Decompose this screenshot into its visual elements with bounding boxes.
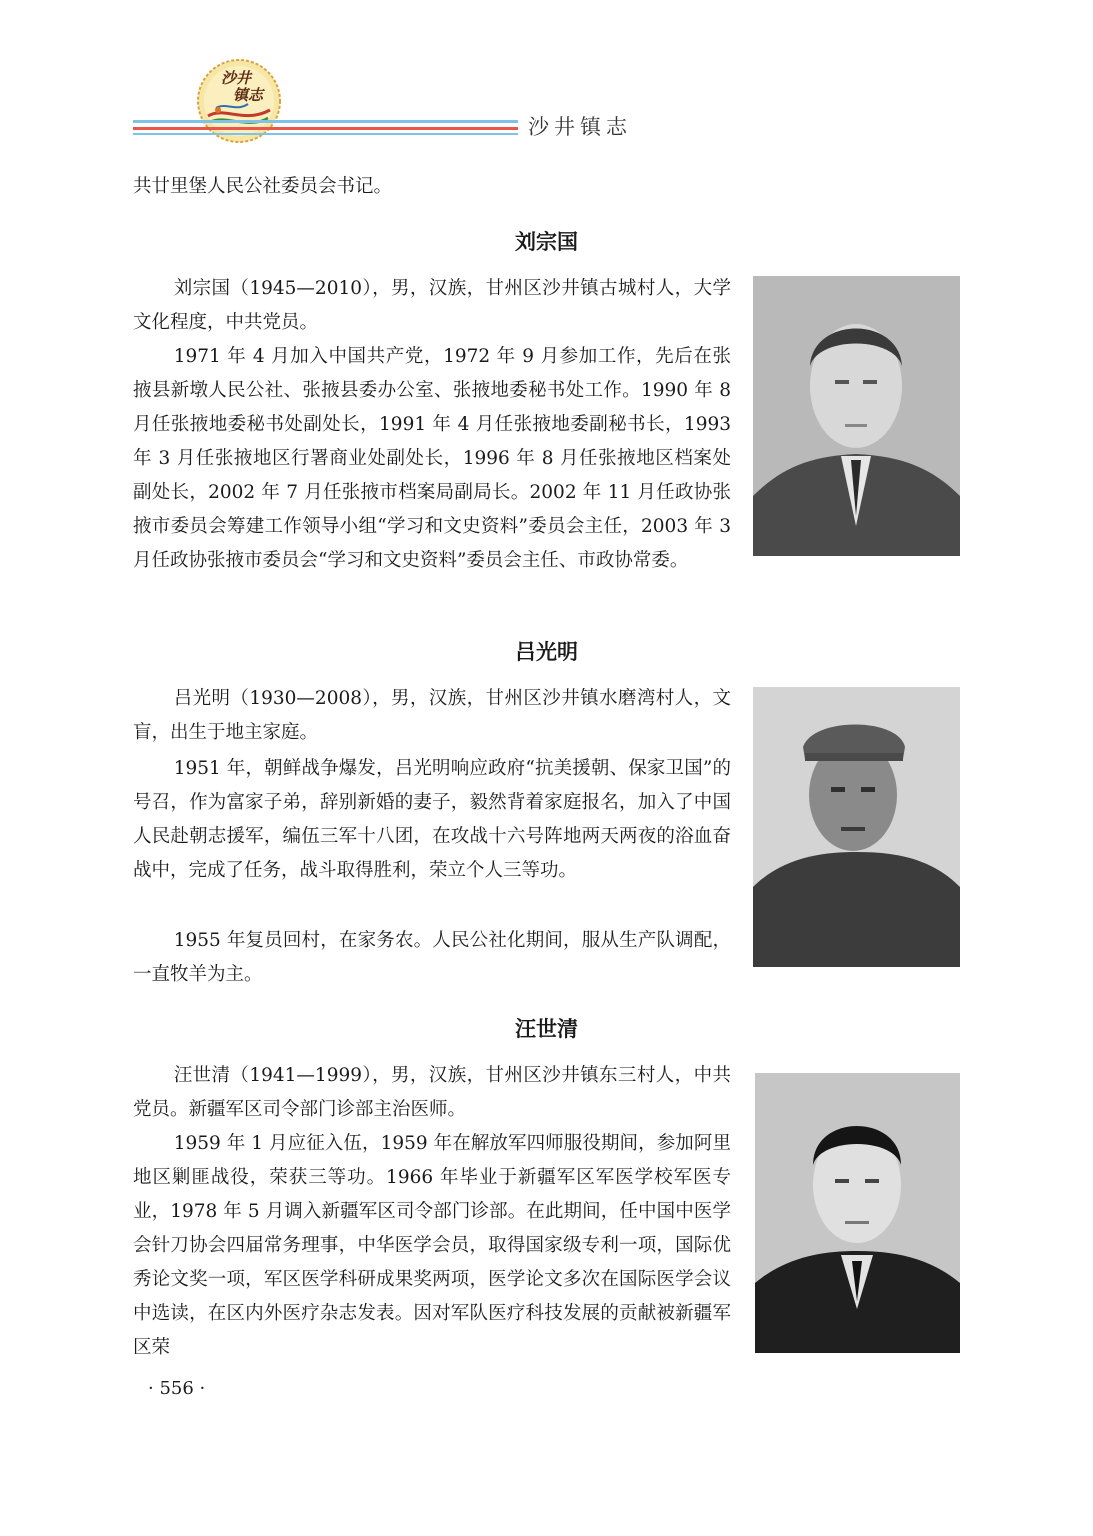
paragraph: 1951 年，朝鲜战争爆发，吕光明响应政府“抗美援朝、保家卫国”的号召，作为富家子弟，辞别新婚的妻子，毅然背着家庭报名，加入了中国人民赴朝志援军，编伍三军十八团，在攻战十六号阵地两天两夜的浴血奋战中，完成了任务，战斗取得胜利，荣立个人三等功。 bbox=[133, 758, 731, 881]
section-title-wang: 汪世清 bbox=[515, 1017, 578, 1041]
paragraph: 汪世清（1941—1999），男，汉族，甘州区沙井镇东三村人，中共党员。新疆军区司令部门诊部主治医师。 bbox=[133, 1065, 731, 1120]
page-number: · 556 · bbox=[148, 1378, 206, 1399]
portrait-icon bbox=[755, 1073, 960, 1353]
town-gazetteer-logo bbox=[196, 58, 282, 144]
paragraph: 1971 年 4 月加入中国共产党，1972 年 9 月参加工作，先后在张掖县新墩人民公社、张掖县委办公室、张掖地委秘书处工作。1990 年 8 月任张掖地委秘书处副处长，1991 年 4 月任张掖地委副秘书长，1993 年 3 月任张掖地区行署商业处副处长，1996 年 8 月任张掖地区档案处副处长，2002 年 7 月任张掖市档案局副局长。2002 年 11 月任政协张掖市委员会筹建工作领导小组“学习和文史资料”委员会主任，2003 年 3 月任政协张掖市委员会“学习和文史资料”委员会主任、市政协常委。 bbox=[133, 346, 731, 571]
section-title-lv: 吕光明 bbox=[515, 640, 578, 664]
logo-text bbox=[196, 70, 282, 104]
continued-text: 共廿里堡人民公社委员会书记。 bbox=[133, 176, 393, 197]
logo-text-line1: 沙井 bbox=[220, 69, 251, 87]
paragraph: 1955 年复员回村，在家务农。人民公社化期间，服从生产队调配，一直牧羊为主。 bbox=[133, 930, 731, 985]
section-title-liu: 刘宗国 bbox=[515, 230, 578, 254]
portrait-icon bbox=[753, 687, 960, 967]
running-header-title: 沙井镇志 bbox=[528, 115, 632, 139]
header-rule-blue bbox=[133, 120, 518, 123]
paragraph: 刘宗国（1945—2010），男，汉族，甘州区沙井镇古城村人，大学文化程度，中共党员。 bbox=[133, 278, 731, 333]
header-rule-blue-bottom bbox=[133, 133, 518, 135]
paragraph: 1959 年 1 月应征入伍，1959 年在解放军四师服役期间，参加阿里地区剿匪战役，荣获三等功。1966 年毕业于新疆军区军医学校军医专业，1978 年 5 月调入新疆军区司令部门诊部。在此期间，任中国中医学会针刀协会四届常务理事，中华医学会员，取得国家级专利一项，国际优秀论文奖一项，军区医学科研成果奖两项，医学论文多次在国际医学会议中选读，在区内外医疗杂志发表。因对军队医疗科技发展的贡献被新疆军区荣 bbox=[133, 1133, 731, 1358]
portrait-icon bbox=[753, 276, 960, 556]
portrait-photo-lv bbox=[753, 687, 960, 967]
portrait-photo-liu bbox=[753, 276, 960, 556]
portrait-photo-wang bbox=[755, 1073, 960, 1353]
paragraph: 吕光明（1930—2008），男，汉族，甘州区沙井镇水磨湾村人，文盲，出生于地主家庭。 bbox=[133, 688, 731, 743]
header-rule-red bbox=[133, 127, 518, 130]
logo-text-line2: 镇志 bbox=[232, 86, 263, 104]
